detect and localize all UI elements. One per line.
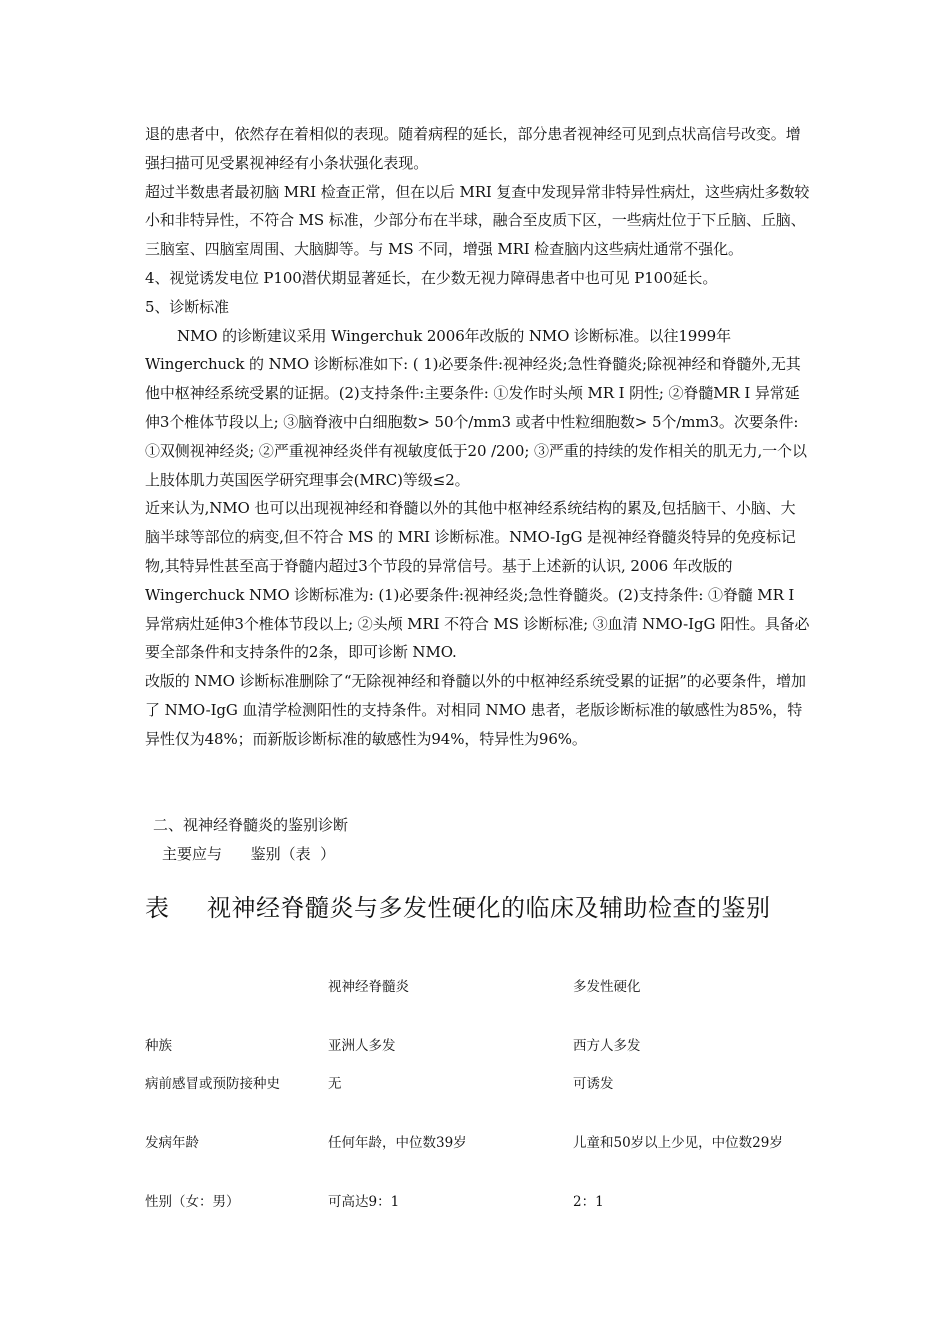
paragraph: NMO 的诊断建议采用 Wingerchuk 2006年改版的 NMO 诊断标准。以往1999年 Wingerchuck 的 NMO 诊断标准如下: ( 1)必要条件:视神经炎;急性脊髓炎;除视神经和脊髓外,无其他中枢神经系统受累的证据。(2)支持条件:主要条件: ①发作时头颅 MR I 阴性; ②脊髓MR I 异常延伸3个椎体节段以上; ③脑脊液中白细胞数> 50个/mm3 或者中性粒细胞数> 5个/mm3。次要条件: ①双侧视神经炎; ②严重视神经炎伴有视敏度低于20 /200; ③严重的持续的发作相关的肌无力,一个以上肢体肌力英国医学研究理事会(MRC)等级≤2。 [145, 326, 807, 489]
table-row-label: 病前感冒或预防接种史 [145, 1076, 280, 1092]
table-cell: 可诱发 [573, 1076, 614, 1092]
section-subheading: 主要应与 鉴别（表 ） [162, 845, 336, 863]
paragraph: 改版的 NMO 诊断标准删除了“无除视神经和脊髓以外的中枢神经系统受累的证据”的必要条件，增加了 NMO-IgG 血清学检测阳性的支持条件。对相同 NMO 患者，老版诊断标准的敏感性为85%，特异性仅为48%；而新版诊断标准的敏感性为94%，特异性为96%。 [145, 672, 806, 748]
paragraph: 4、视觉诱发电位 P100潜伏期显著延长，在少数无视力障碍患者中也可见 P100延长。 [145, 268, 718, 287]
table-label: 表 [145, 894, 170, 922]
table-title [145, 888, 771, 923]
table-row-label: 种族 [145, 1038, 172, 1054]
paragraph: 5、诊断标准 [145, 297, 229, 316]
table-cell: 无 [328, 1076, 342, 1092]
table-header-nmo: 视神经脊髓炎 [328, 979, 409, 995]
table-cell: 可高达9：1 [328, 1194, 400, 1210]
paragraph: 退的患者中，依然存在着相似的表现。随着病程的延长，部分患者视神经可见到点状高信号改变。增强扫描可见受累视神经有小条状强化表现。 [145, 125, 801, 172]
table-cell: 亚洲人多发 [328, 1038, 396, 1054]
table-header-ms: 多发性硬化 [573, 979, 641, 995]
table-cell: 任何年龄，中位数39岁 [328, 1135, 467, 1151]
table-cell: 儿童和50岁以上少见，中位数29岁 [573, 1135, 783, 1151]
paragraph: 超过半数患者最初脑 MRI 检查正常，但在以后 MRI 复查中发现异常非特异性病灶，这些病灶多数较小和非特异性，不符合 MS 标准，少部分布在半球，融合至皮质下区，一些病灶位于下丘脑、丘脑、三脑室、四脑室周围、大脑脚等。与 MS 不同，增强 MRI 检查脑内这些病灶通常不强化。 [145, 182, 810, 259]
body-text [145, 120, 810, 754]
section-heading: 二、视神经脊髓炎的鉴别诊断 [153, 816, 349, 834]
table-title-text: 视神经脊髓炎与多发性硬化的临床及辅助检查的鉴别 [207, 894, 771, 922]
table-row-label: 发病年龄 [145, 1135, 199, 1151]
table-cell: 西方人多发 [573, 1038, 641, 1054]
table-row-label: 性别（女：男） [145, 1194, 240, 1210]
paragraph: 近来认为,NMO 也可以出现视神经和脊髓以外的其他中枢神经系统结构的累及,包括脑干、小脑、大脑半球等部位的病变,但不符合 MS 的 MRI 诊断标准。NMO-IgG 是视神经脊髓炎特异的免疫标记物,其特异性甚至高于脊髓内超过3个节段的异常信号。基于上述新的认识, 2006 年改版的 Wingerchuck NMO 诊断标准为: (1)必要条件:视神经炎;急性脊髓炎。(2)支持条件: ①脊髓 MR I 异常病灶延伸3个椎体节段以上; ②头颅 MRI 不符合 MS 诊断标准; ③血清 NMO-IgG 阳性。具备必要全部条件和支持条件的2条，即可诊断 NMO. [145, 499, 810, 662]
table-cell: 2：1 [573, 1194, 604, 1210]
